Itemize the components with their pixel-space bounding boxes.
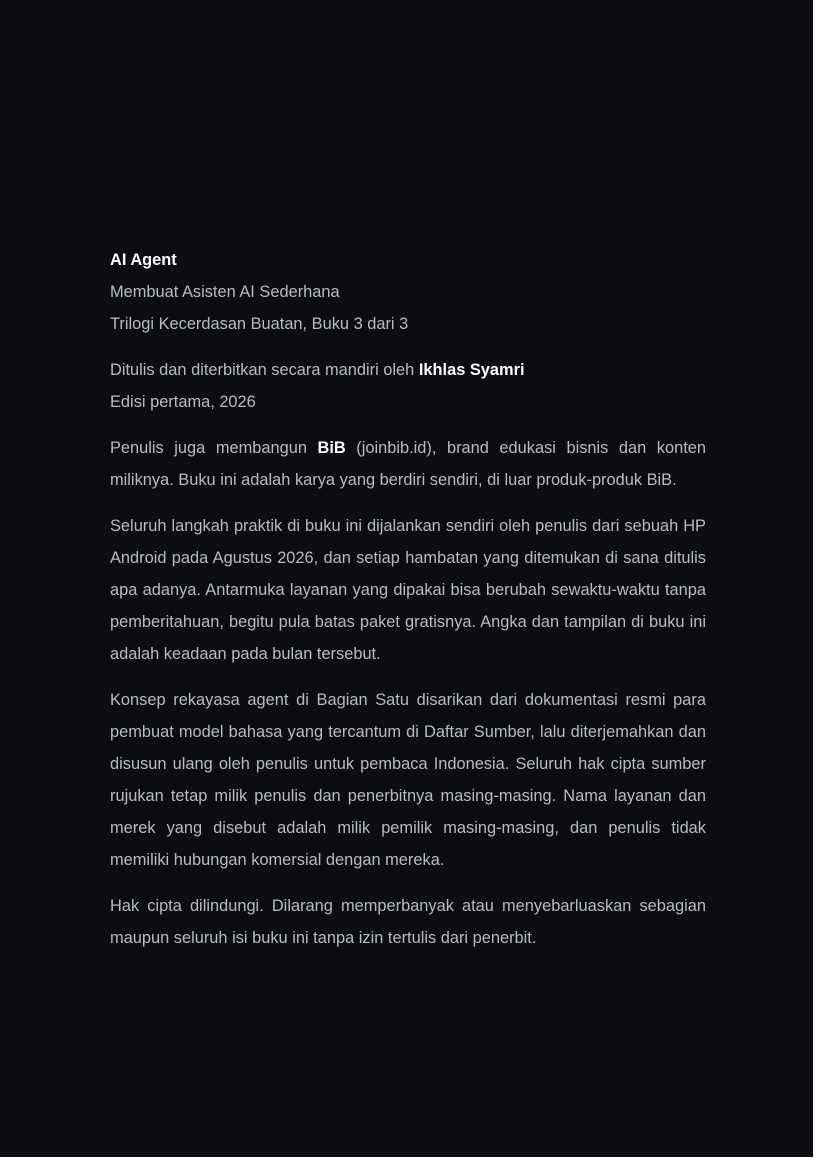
book-title: AI Agent — [110, 251, 177, 269]
paragraph-practice: Seluruh langkah praktik di buku ini dijalankan sendiri oleh penulis dari sebuah HP Android pada Agustus 2026, dan setiap hambatan yang ditemukan di sana ditulis apa adanya. Antarmuka layanan yang dipakai bisa berubah sewaktu-waktu tanpa pemberitahuan, begitu pula batas paket gratisnya. Angka dan tampilan di buku ini adalah keadaan pada bulan tersebut. — [110, 517, 706, 663]
paragraph-brand-suffix: (joinbib.id), brand edukasi bisnis dan konten miliknya. Buku ini adalah karya yang berdiri sendiri, di luar produk-produk BiB. — [110, 439, 706, 489]
publisher-info — [110, 354, 706, 418]
publisher-line — [110, 354, 706, 386]
book-series: Trilogi Kecerdasan Buatan, Buku 3 dari 3 — [110, 315, 409, 333]
book-subtitle: Membuat Asisten AI Sederhana — [110, 283, 340, 301]
book-info — [110, 244, 706, 340]
colophon-page — [110, 244, 706, 954]
brand-name: BiB — [317, 439, 346, 457]
paragraph-brand — [110, 432, 706, 496]
author-name: Ikhlas Syamri — [418, 361, 525, 379]
edition-line: Edisi pertama, 2026 — [110, 393, 256, 411]
paragraph-brand-prefix: Penulis juga membangun — [110, 439, 318, 457]
paragraph-copyright: Hak cipta dilindungi. Dilarang memperbanyak atau menyebarluaskan sebagian maupun seluruh isi buku ini tanpa izin tertulis dari penerbit. — [110, 897, 706, 947]
publisher-prefix: Ditulis dan diterbitkan secara mandiri oleh — [110, 361, 419, 379]
paragraph-sources: Konsep rekayasa agent di Bagian Satu disarikan dari dokumentasi resmi para pembuat model bahasa yang tercantum di Daftar Sumber, lalu diterjemahkan dan disusun ulang oleh penulis untuk pembaca Indonesia. Seluruh hak cipta sumber rujukan tetap milik penulis dan penerbitnya masing-masing. Nama layanan dan merek yang disebut adalah milik pemilik masing-masing, dan penulis tidak memiliki hubungan komersial dengan mereka. — [110, 691, 706, 869]
